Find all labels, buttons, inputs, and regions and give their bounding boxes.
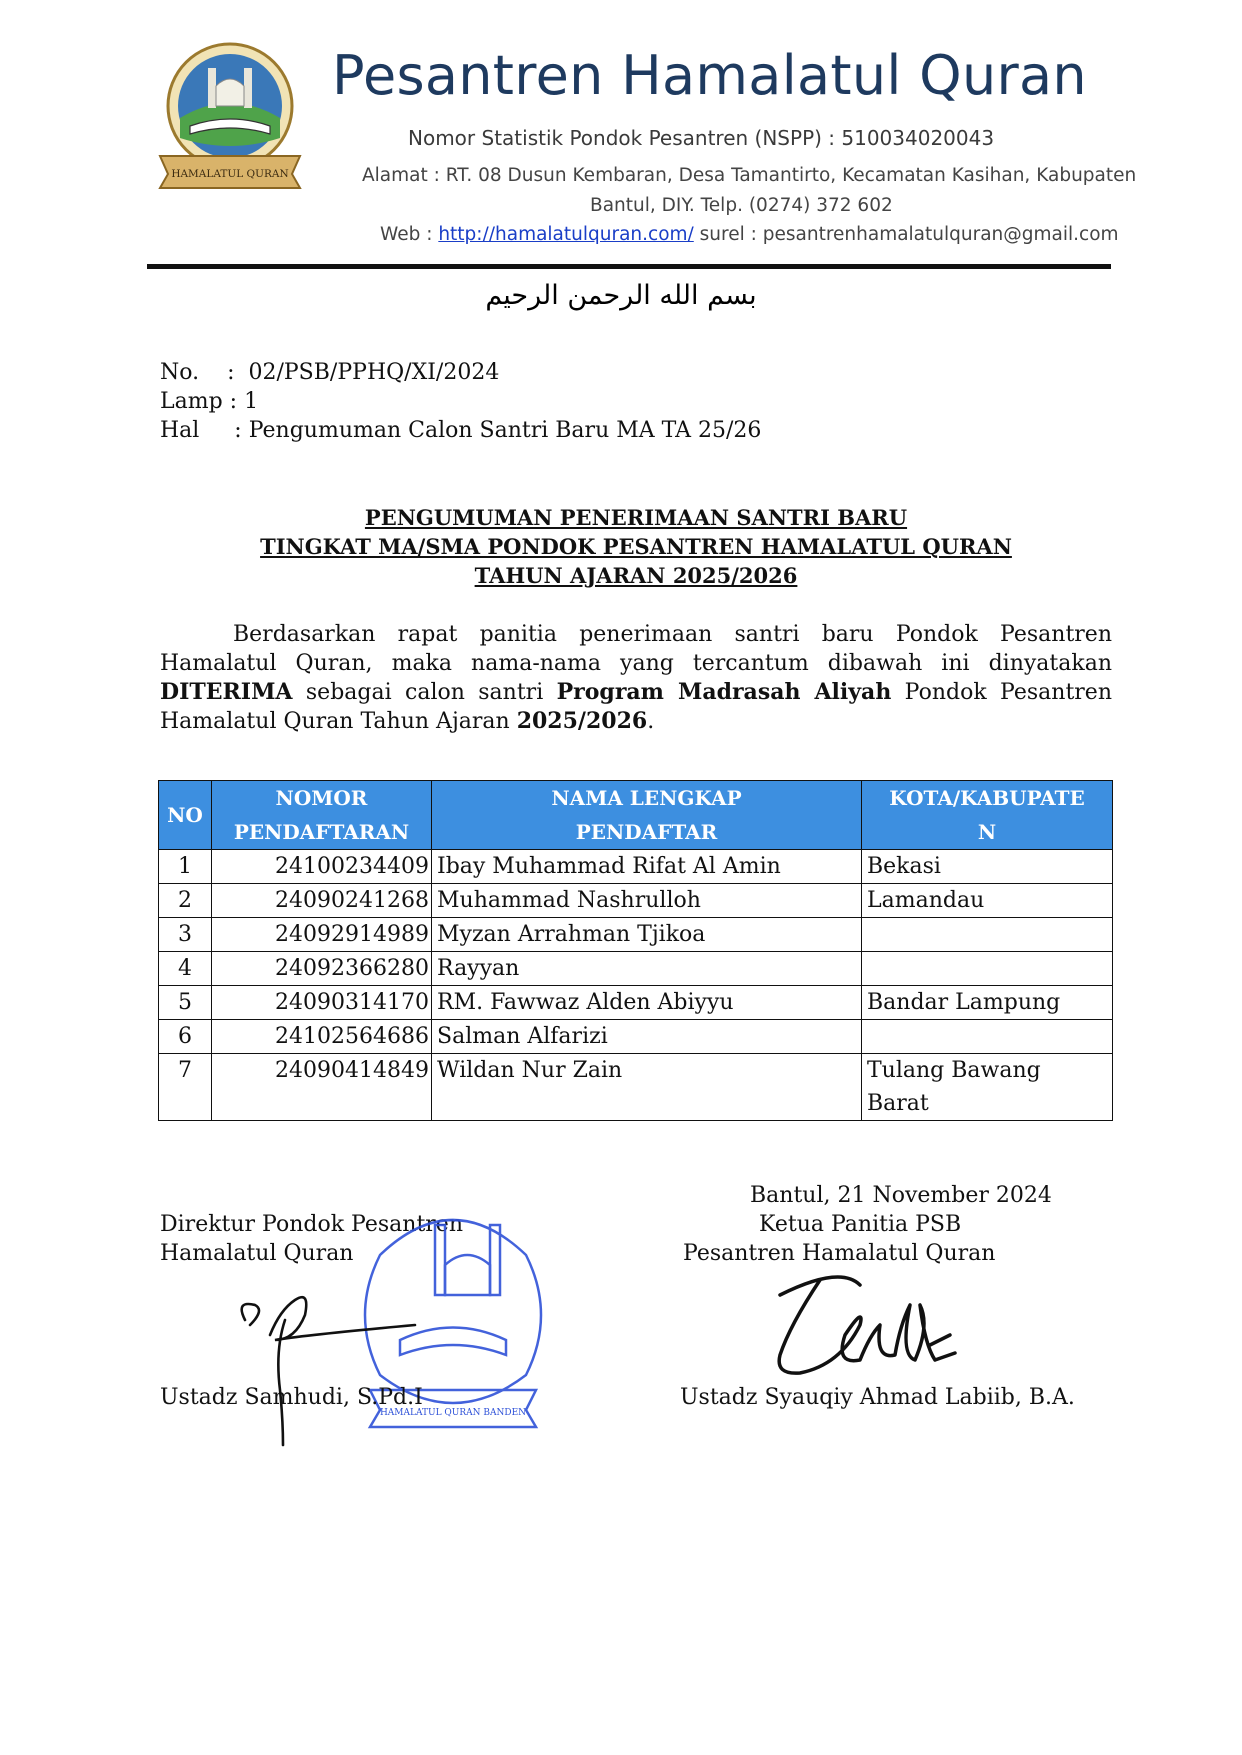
address-line-2: Bantul, DIY. Telp. (0274) 372 602 xyxy=(590,195,893,216)
student-name: Myzan Arrahman Tjikoa xyxy=(432,918,862,952)
student-city xyxy=(862,1054,1113,1121)
table-row xyxy=(159,986,1113,1020)
letterhead-divider xyxy=(147,264,1111,269)
accepted-status: DITERIMA xyxy=(160,679,293,705)
right-handwritten-signature xyxy=(750,1265,970,1395)
letter-attachment: Lamp : 1 xyxy=(160,389,259,414)
student-name: Muhammad Nashrulloh xyxy=(432,884,862,918)
table-row xyxy=(159,850,1113,884)
row-number: 7 xyxy=(159,1054,212,1121)
logo-caption: HAMALATUL QURAN xyxy=(171,168,289,180)
academic-year: 2025/2026 xyxy=(516,708,648,734)
heading-line-3: TAHUN AJARAN 2025/2026 xyxy=(474,563,798,588)
registration-number: 24092914989 xyxy=(212,918,432,952)
basmala: بسم الله الرحمن الرحيم xyxy=(485,280,757,311)
row-number: 5 xyxy=(159,986,212,1020)
registration-number: 24092366280 xyxy=(212,952,432,986)
header-city-line1: KOTA/KABUPATE xyxy=(889,786,1085,810)
student-city: Bandar Lampung xyxy=(862,986,1113,1020)
header-no: NO xyxy=(159,781,212,850)
student-name: Rayyan xyxy=(432,952,862,986)
body-text-1: Berdasarkan rapat panitia penerimaan santri baru Pondok Pesantren Hamalatul Quran, maka nama-nama yang tercantum dibawah ini dinyatakan xyxy=(160,622,1112,676)
student-name: Wildan Nur Zain xyxy=(432,1054,862,1121)
table-row xyxy=(159,952,1113,986)
left-signer-name: Ustadz Samhudi, S.Pd.I xyxy=(160,1385,423,1410)
header-city-line2: N xyxy=(977,820,997,844)
row-number: 1 xyxy=(159,850,212,884)
table-header-row xyxy=(159,781,1113,850)
student-name: Ibay Muhammad Rifat Al Amin xyxy=(432,850,862,884)
student-city: Bekasi xyxy=(862,850,1113,884)
student-city-line1: Tulang Bawang xyxy=(867,1058,1041,1083)
registration-number: 24090314170 xyxy=(212,986,432,1020)
announcement-paragraph xyxy=(160,620,1112,736)
stamp-text: HAMALATUL QURAN BANDEN xyxy=(379,1408,527,1418)
pesantren-logo xyxy=(150,28,310,196)
letter-number: No. : 02/PSB/PPHQ/XI/2024 xyxy=(160,360,500,385)
web-contact-line xyxy=(380,224,1119,245)
body-text-4: . xyxy=(647,709,655,734)
row-number: 6 xyxy=(159,1020,212,1054)
header-reg-line2: PENDAFTARAN xyxy=(233,820,410,844)
website-link[interactable]: http://hamalatulquran.com/ xyxy=(438,224,694,245)
body-text-2: sebagai calon santri xyxy=(292,680,557,705)
left-handwritten-signature xyxy=(225,1280,445,1450)
accepted-students-table xyxy=(158,780,1113,1121)
table-row xyxy=(159,918,1113,952)
institution-title: Pesantren Hamalatul Quran xyxy=(332,44,1087,107)
student-city xyxy=(862,952,1113,986)
registration-number: 24090414849 xyxy=(212,1054,432,1121)
student-name: Salman Alfarizi xyxy=(432,1020,862,1054)
heading-line-2: TINGKAT MA/SMA PONDOK PESANTREN HAMALATUL QURAN xyxy=(260,534,1012,559)
student-city: Lamandau xyxy=(862,884,1113,918)
row-number: 4 xyxy=(159,952,212,986)
web-label: Web : xyxy=(380,224,439,245)
student-name: RM. Fawwaz Alden Abiyyu xyxy=(432,986,862,1020)
header-reg-line1: NOMOR xyxy=(275,786,368,810)
header-city xyxy=(862,781,1113,850)
letter-subject: Hal : Pengumuman Calon Santri Baru MA TA 25/26 xyxy=(160,418,762,443)
right-signer-name: Ustadz Syauqiy Ahmad Labiib, B.A. xyxy=(680,1385,1075,1410)
address-line-1: Alamat : RT. 08 Dusun Kembaran, Desa Tamantirto, Kecamatan Kasihan, Kabupaten xyxy=(362,165,1137,186)
header-full-name xyxy=(432,781,862,850)
email-text: surel : pesantrenhamalatulquran@gmail.com xyxy=(693,224,1119,245)
heading-line-1: PENGUMUMAN PENERIMAAN SANTRI BARU xyxy=(364,505,908,530)
header-name-line2: PENDAFTAR xyxy=(575,820,718,844)
body-text-3: Pondok Pesantren Hamalatul Quran Tahun Ajaran xyxy=(160,680,1112,734)
student-city-line2: Barat xyxy=(867,1091,929,1116)
right-signer-title-2: Pesantren Hamalatul Quran xyxy=(683,1241,996,1266)
left-signer-title-1: Direktur Pondok Pesantren xyxy=(160,1212,463,1237)
row-number: 2 xyxy=(159,884,212,918)
place-date: Bantul, 21 November 2024 xyxy=(750,1183,1052,1208)
registration-number: 24102564686 xyxy=(212,1020,432,1054)
table-row xyxy=(159,1020,1113,1054)
nspp-line: Nomor Statistik Pondok Pesantren (NSPP) : 510034020043 xyxy=(408,126,995,150)
row-number: 3 xyxy=(159,918,212,952)
table-row xyxy=(159,1054,1113,1121)
table-row xyxy=(159,884,1113,918)
registration-number: 24090241268 xyxy=(212,884,432,918)
registration-number: 24100234409 xyxy=(212,850,432,884)
header-registration-number xyxy=(212,781,432,850)
header-name-line1: NAMA LENGKAP xyxy=(551,786,742,810)
program-name: Program Madrasah Aliyah xyxy=(556,679,892,705)
student-city xyxy=(862,918,1113,952)
right-signer-title-1: Ketua Panitia PSB xyxy=(759,1212,962,1237)
left-signer-title-2: Hamalatul Quran xyxy=(160,1241,354,1266)
student-city xyxy=(862,1020,1113,1054)
